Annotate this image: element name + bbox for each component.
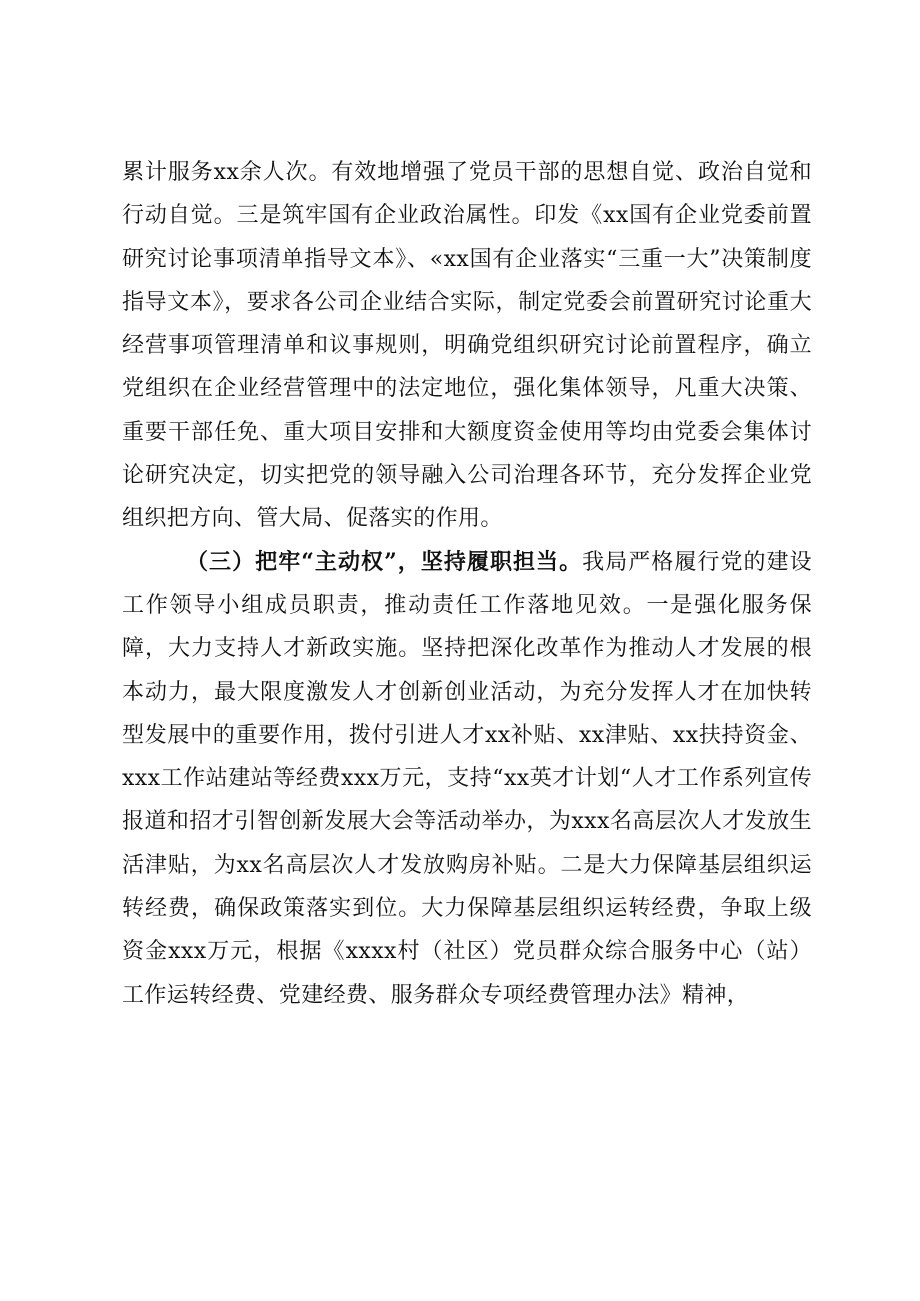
section-heading-3: （三）把牢“主动权”，坚持履职担当。 [186,548,583,575]
body-paragraph-2 [122,541,812,1017]
body-paragraph-1 [122,151,812,541]
paragraph-1-text: 累计服务xx余人次。有效地增强了党员干部的思想自觉、政治自觉和行动自觉。三是筑牢国有企业政治属性。印发《xx国有企业党委前置研究讨论事项清单指导文本》、«xx国有企业落实“三重一大”决策制度指导文本》，要求各公司企业结合实际，制定党委会前置研究讨论重大经营事项管理清单和议事规则，明确党组织研究讨论前置程序，确立党组织在企业经营管理中的法定地位，强化集体领导，凡重大决策、重要干部任免、重大项目安排和大额度资金使用等均由党委会集体讨论研究决定，切实把党的领导融入公司治理各环节，充分发挥企业党组织把方向、管大局、促落实的作用。 [122,160,812,532]
document-body [122,151,812,1017]
paragraph-2-text: 我局严格履行党的建设工作领导小组成员职责，推动责任工作落地见效。一是强化服务保障，大力支持人才新政实施。坚持把深化改革作为推动人才发展的根本动力，最大限度激发人才创新创业活动，为充分发挥人才在加快转型发展中的重要作用，拨付引进人才xx补贴、xx津贴、xx扶持资金、xxx工作站建站等经费xxx万元，支持“xx英才计划“人才工作系列宣传报道和招才引智创新发展大会等活动举办，为xxx名高层次人才发放生活津贴，为xx名高层次人才发放购房补贴。二是大力保障基层组织运转经费，确保政策落实到位。大力保障基层组织运转经费，争取上级资金xxx万元，根据《xxxx村（社区）党员群众综合服务中心（站）工作运转经费、党建经费、服务群众专项经费管理办法》精神， [122,549,812,1008]
